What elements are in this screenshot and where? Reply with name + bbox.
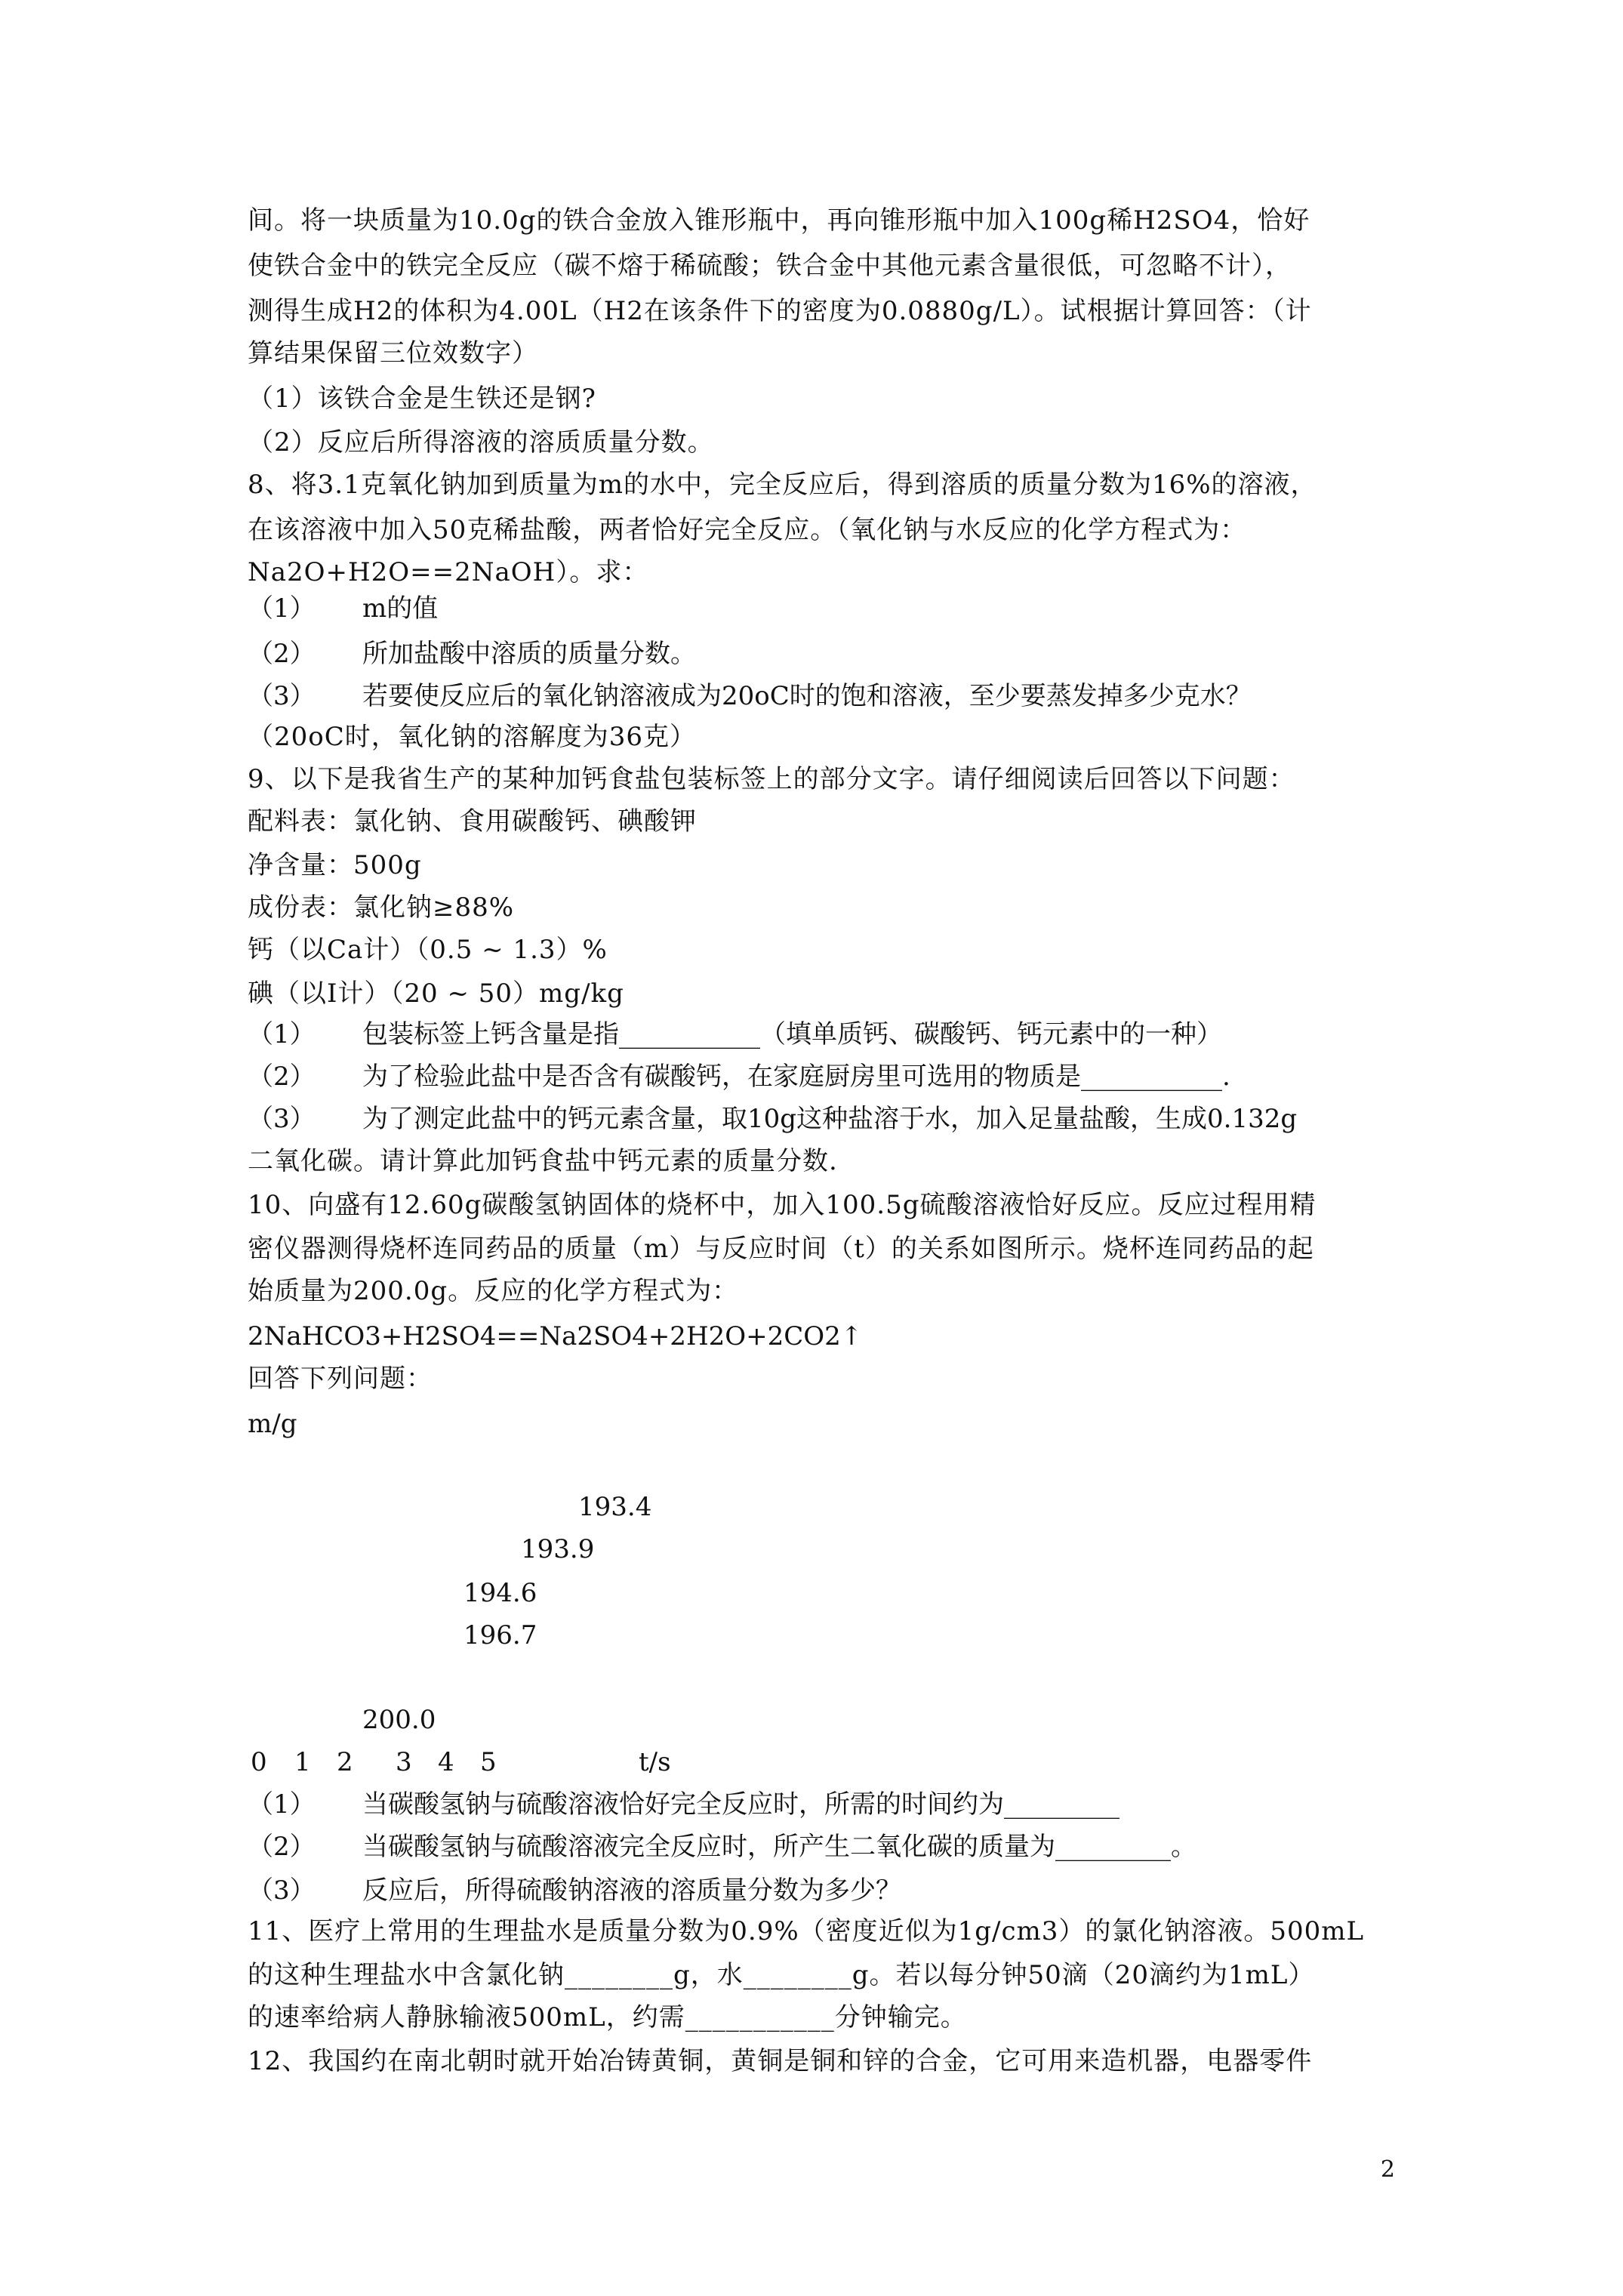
y-value-label: 194.6 xyxy=(463,1578,537,1608)
item-text: 当碳酸氢钠与硫酸溶液完全反应时，所产生二氧化碳的质量为_________。 xyxy=(362,1832,1196,1862)
question-9-line: 9、以下是我省生产的某种加钙食盐包装标签上的部分文字。请仔细阅读后回答以下问题： xyxy=(248,764,1295,794)
y-value-label: 196.7 xyxy=(463,1620,537,1650)
item-number: （3） xyxy=(248,1104,316,1134)
label-line: 净含量：500g xyxy=(248,850,422,880)
x-tick-label: 4 xyxy=(438,1747,454,1777)
text-line: 算结果保留三位效数字） xyxy=(248,338,538,368)
x-tick-label: 1 xyxy=(294,1747,311,1777)
item-number: （3） xyxy=(248,681,316,711)
question-12-line: 12、我国约在南北朝时就开始冶铸黄铜，黄铜是铜和锌的合金，它可用来造机器，电器零件 xyxy=(248,2046,1313,2076)
y-value-label: 193.9 xyxy=(521,1534,595,1564)
item-text: 为了检验此盐中是否含有碳酸钙，在家庭厨房里可选用的物质是___________. xyxy=(362,1062,1230,1092)
question-10-line: 密仪器测得烧杯连同药品的质量（m）与反应时间（t）的关系如图所示。烧杯连同药品的起 xyxy=(248,1234,1314,1264)
item-text: 包装标签上钙含量是指___________（填单质钙、碳酸钙、钙元素中的一种） xyxy=(362,1019,1222,1049)
item-number: （2） xyxy=(248,1062,316,1092)
item-text: 为了测定此盐中的钙元素含量，取10g这种盐溶于水，加入足量盐酸，生成0.132g xyxy=(362,1104,1298,1134)
item-number: （1） xyxy=(248,1019,316,1049)
item-text: 反应后，所得硫酸钠溶液的溶质量分数为多少？ xyxy=(362,1875,901,1906)
question-8-line: 8、将3.1克氧化钠加到质量为m的水中，完全反应后，得到溶质的质量分数为16%的溶液， xyxy=(248,470,1317,500)
x-tick-label: 5 xyxy=(480,1747,497,1777)
question-10-line: 始质量为200.0g。反应的化学方程式为： xyxy=(248,1276,739,1306)
page-number: 2 xyxy=(1380,2156,1395,2183)
y-value-label: 193.4 xyxy=(578,1492,652,1522)
x-axis-label: t/s xyxy=(639,1747,671,1777)
question-item: （2）反应后所得溶液的溶质质量分数。 xyxy=(248,427,714,458)
note-line: （20oC时，氧化钠的溶解度为36克） xyxy=(248,722,697,752)
label-line: 成份表：氯化钠≥88% xyxy=(248,892,515,923)
x-tick-label: 3 xyxy=(396,1747,412,1777)
question-10-line: 10、向盛有12.60g碳酸氢钠固体的烧杯中，加入100.5g硫酸溶液恰好反应。反应过程用精 xyxy=(248,1190,1317,1220)
question-11-line: 的这种生理盐水中含氯化钠________g，水________g。若以每分钟50滴（20滴约为1mL） xyxy=(248,1960,1315,1990)
x-tick-label: 0 xyxy=(251,1747,267,1777)
item-number: （2） xyxy=(248,1832,316,1862)
item-text: m的值 xyxy=(362,593,439,624)
text-line: 使铁合金中的铁完全反应（碳不熔于稀硫酸；铁合金中其他元素含量很低，可忽略不计）， xyxy=(248,251,1292,281)
x-tick-label: 2 xyxy=(337,1747,353,1777)
text-line: 测得生成H2的体积为4.00L（H2在该条件下的密度为0.0880g/L）。试根据计算回答：（计 xyxy=(248,296,1312,326)
item-number: （1） xyxy=(248,1789,316,1820)
label-line: 配料表：氯化钠、食用碳酸钙、碘酸钾 xyxy=(248,806,697,837)
question-11-line: 的速率给病人静脉输液500mL，约需___________分钟输完。 xyxy=(248,2002,967,2032)
y-value-label: 200.0 xyxy=(362,1705,436,1735)
item-text: 若要使反应后的氧化钠溶液成为20oC时的饱和溶液，至少要蒸发掉多少克水？ xyxy=(362,681,1252,711)
label-line: 碘（以I计）（20 ~ 50）mg/kg xyxy=(248,978,624,1009)
item-number: （1） xyxy=(248,593,316,624)
y-axis-label: m/g xyxy=(248,1409,297,1439)
item-text: 所加盐酸中溶质的质量分数。 xyxy=(362,639,696,669)
question-item: （1）该铁合金是生铁还是钢? xyxy=(248,384,596,414)
question-8-line: 在该溶液中加入50克稀盐酸，两者恰好完全反应。（氧化钠与水反应的化学方程式为： xyxy=(248,515,1247,545)
item-number: （3） xyxy=(248,1875,316,1906)
question-11-line: 11、医疗上常用的生理盐水是质量分数为0.9%（密度近似为1g/cm3）的氯化钠溶液。500mL xyxy=(248,1916,1365,1946)
text-line: 二氧化碳。请计算此加钙食盐中钙元素的质量分数. xyxy=(248,1146,838,1176)
chemical-equation: 2NaHCO3+H2SO4==Na2SO4+2H2O+2CO2↑ xyxy=(248,1321,863,1351)
text-line: 回答下列问题： xyxy=(248,1364,433,1394)
question-8-line: Na2O+H2O==2NaOH）。求： xyxy=(248,557,649,587)
item-number: （2） xyxy=(248,639,316,669)
label-line: 钙（以Ca计）（0.5 ~ 1.3）% xyxy=(248,935,608,965)
text-line: 间。将一块质量为10.0g的铁合金放入锥形瓶中，再向锥形瓶中加入100g稀H2SO4，恰好 xyxy=(248,205,1310,236)
item-text: 当碳酸氢钠与硫酸溶液恰好完全反应时，所需的时间约为_________ xyxy=(362,1789,1119,1820)
